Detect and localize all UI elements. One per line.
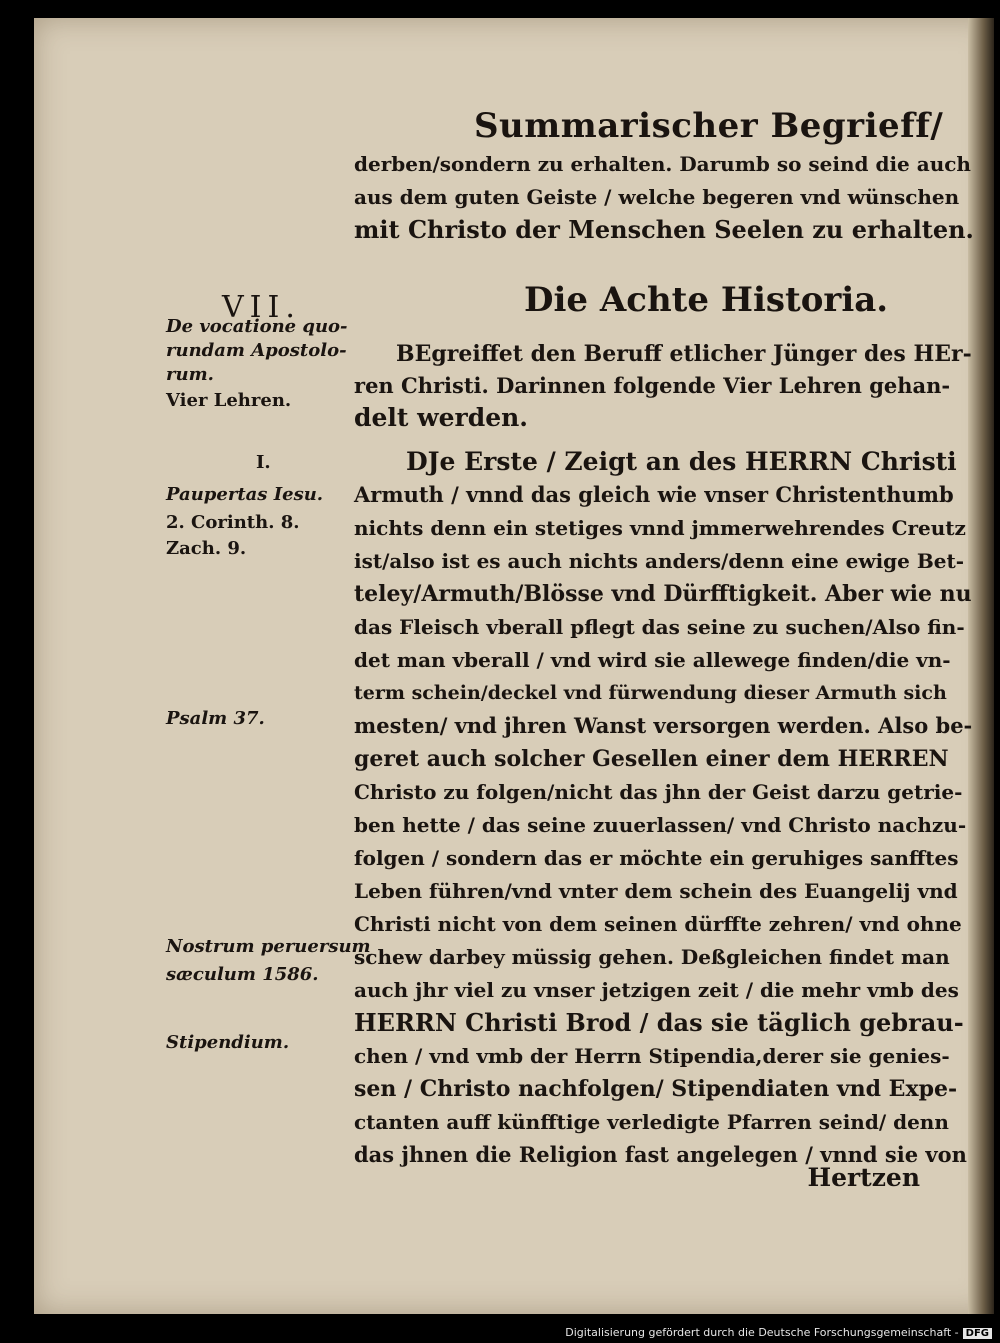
margin-note: I. xyxy=(256,452,271,473)
body-line: teley/Armuth/Blösse vnd Dürfftigkeit. Aber wie nu xyxy=(354,581,972,607)
body-line: folgen / sondern das er möchte ein geruhiges sanfftes xyxy=(354,846,959,870)
margin-note: Zach. 9. xyxy=(166,538,247,559)
body-line: mit Christo der Menschen Seelen zu erhalten. xyxy=(354,215,974,244)
book-page xyxy=(34,18,994,1314)
section-heading: Die Achte Historia. xyxy=(524,280,889,320)
catchword: Hertzen xyxy=(807,1163,920,1192)
margin-note: Vier Lehren. xyxy=(166,390,292,411)
digitization-credit xyxy=(565,1326,992,1339)
body-line: das jhnen die Religion fast angelegen / vnnd sie von xyxy=(354,1142,967,1167)
margin-note: Paupertas Iesu. xyxy=(166,484,324,505)
body-line: ren Christi. Darinnen folgende Vier Lehren gehan- xyxy=(354,373,951,398)
body-line: delt werden. xyxy=(354,403,528,432)
section-number: VII. xyxy=(222,290,301,325)
body-line: det man vberall / vnd wird sie allewege finden/die vn- xyxy=(354,648,951,672)
margin-note: Psalm 37. xyxy=(166,708,265,729)
running-head: Summarischer Begrieff/ xyxy=(474,106,944,146)
body-line: Christi nicht von dem seinen dürffte zehren/ vnd ohne xyxy=(354,912,962,936)
margin-note: Nostrum peruersum xyxy=(166,936,371,957)
body-line: Armuth / vnnd das gleich wie vnser Christenthumb xyxy=(354,482,954,507)
credit-text: Digitalisierung gefördert durch die Deutsche Forschungsgemeinschaft - xyxy=(565,1326,959,1339)
margin-note: rundam Apostolo- xyxy=(166,340,347,361)
body-line: chen / vnd vmb der Herrn Stipendia,derer sie genies- xyxy=(354,1044,950,1068)
body-line: schew darbey müssig gehen. Deßgleichen findet man xyxy=(354,945,950,969)
body-line: das Fleisch vberall pflegt das seine zu suchen/Also fin- xyxy=(354,615,965,639)
body-line: sen / Christo nachfolgen/ Stipendiaten vnd Expe- xyxy=(354,1076,958,1102)
margin-note: sæculum 1586. xyxy=(166,964,319,985)
body-line: ctanten auff künfftige verledigte Pfarren seind/ denn xyxy=(354,1110,949,1134)
dfg-logo: DFG xyxy=(963,1328,992,1339)
body-line: mesten/ vnd jhren Wanst versorgen werden. Also be- xyxy=(354,713,973,738)
body-line: derben/sondern zu erhalten. Darumb so seind die auch xyxy=(354,152,971,176)
body-line: aus dem guten Geiste / welche begeren vnd wünschen xyxy=(354,185,960,209)
margin-note: Stipendium. xyxy=(166,1032,290,1053)
body-line: Leben führen/vnd vnter dem schein des Euangelij vnd xyxy=(354,879,958,903)
body-line: geret auch solcher Gesellen einer dem HERREN xyxy=(354,746,949,772)
body-line: HERRN Christi Brod / das sie täglich gebrau- xyxy=(354,1008,964,1037)
body-line: Christo zu folgen/nicht das jhn der Geist darzu getrie- xyxy=(354,780,963,804)
body-line: nichts denn ein stetiges vnnd jmmerwehrendes Creutz xyxy=(354,516,966,540)
body-line: term schein/deckel vnd fürwendung dieser Armuth sich xyxy=(354,682,947,704)
margin-note: rum. xyxy=(166,364,214,385)
body-line: ben hette / das seine zuuerlassen/ vnd Christo nachzu- xyxy=(354,813,967,837)
margin-note: 2. Corinth. 8. xyxy=(166,512,300,533)
body-line: auch jhr viel zu vnser jetzigen zeit / die mehr vmb des xyxy=(354,978,959,1002)
body-line: DJe Erste / Zeigt an des HERRN Christi xyxy=(406,447,957,476)
body-line: BEgreiffet den Beruff etlicher Jünger des HEr- xyxy=(396,341,972,367)
body-line: ist/also ist es auch nichts anders/denn eine ewige Bet- xyxy=(354,549,965,573)
margin-note: De vocatione quo- xyxy=(166,316,348,337)
